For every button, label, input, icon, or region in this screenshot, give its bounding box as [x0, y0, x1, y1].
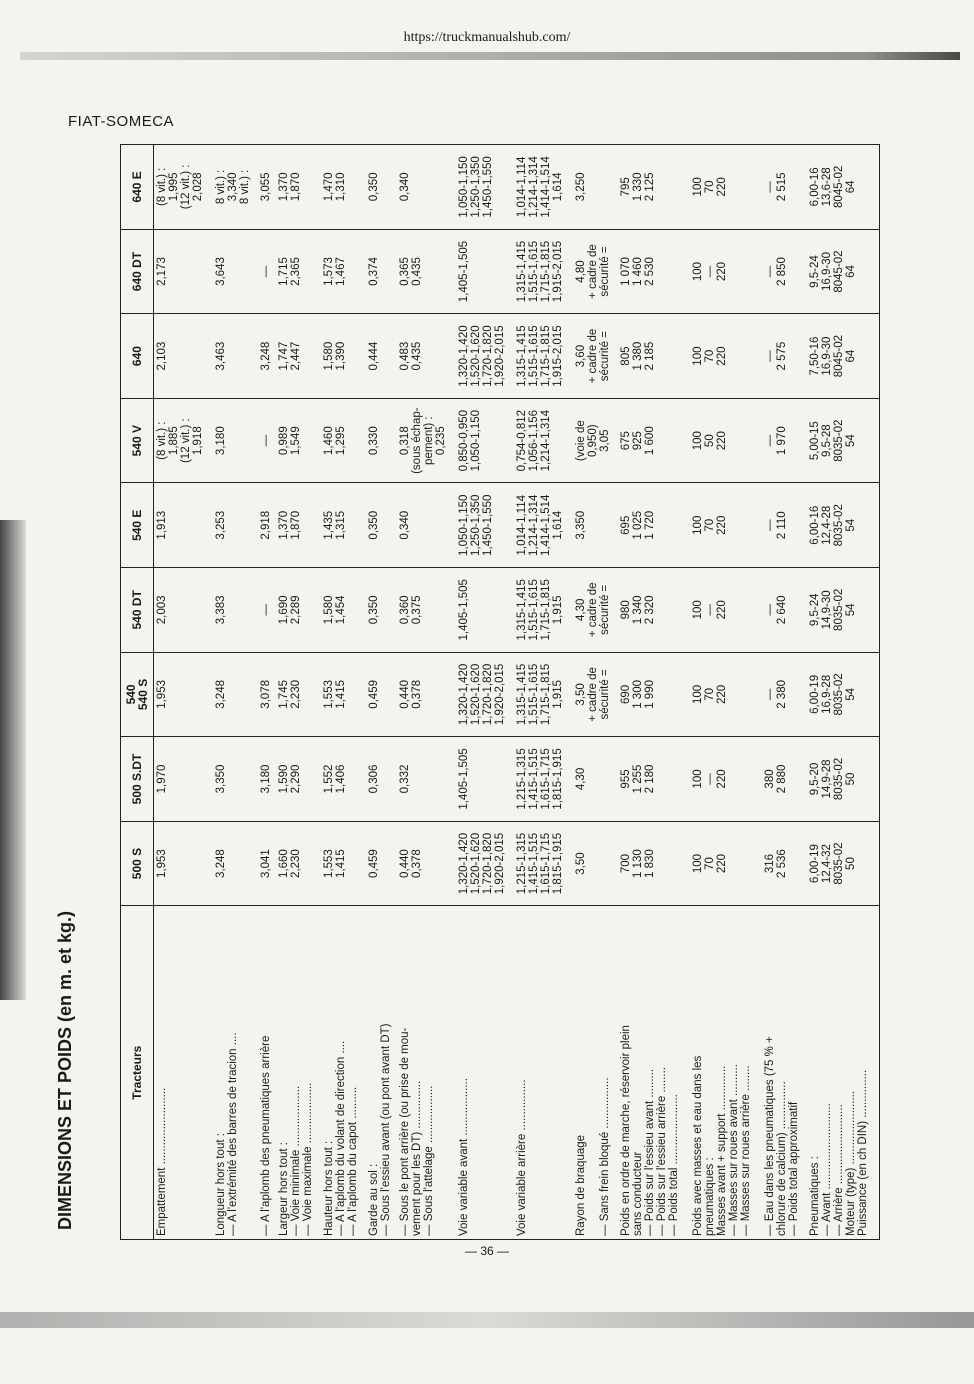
table-cell: 0,350 — [366, 568, 398, 653]
table-cell: 3,248 — [213, 652, 258, 737]
table-cell: 1,050-1,150 1,250-1,350 1,450-1,550 — [456, 483, 515, 568]
table-cell: 100 70 220 — [690, 314, 762, 399]
table-cell: 795 1 330 2 125 — [618, 145, 690, 230]
table-cell: 0,459 — [366, 821, 398, 906]
table-cell: 1,320-1,420 1,520-1,620 1,720-1,820 1,920-2,015 — [456, 314, 515, 399]
table-cell: — 2 380 — [762, 652, 807, 737]
table-cell: 0,440 0,378 — [397, 652, 456, 737]
table-cell: 1,320-1,420 1,520-1,620 1,720-1,820 1,920-2,015 — [456, 652, 515, 737]
table-cell: 3,180 — [213, 398, 258, 483]
table-cell: 0,989 1,549 — [276, 398, 321, 483]
table-cell: 695 1 025 1 720 — [618, 483, 690, 568]
table-row — [397, 145, 456, 1240]
table-cell: 1,315-1,415 1,515-1,615 1,715-1,815 1,915 — [514, 568, 573, 653]
dimensions-table — [120, 144, 880, 1240]
table-cell: 6,00-16 12,4-28 8035-02 54 — [807, 483, 880, 568]
source-url[interactable]: https://truckmanualshub.com/ — [403, 30, 571, 45]
table-cell: 1,014-1,114 1,214-1,314 1,414-1,514 1,614 — [514, 145, 573, 230]
table-cell: 700 1 130 1 830 — [618, 821, 690, 906]
table-cell: 100 — 220 — [690, 737, 762, 822]
table-cell: 100 50 220 — [690, 398, 762, 483]
table-cell: — 2 515 — [762, 145, 807, 230]
header-model: 500 S — [121, 821, 154, 906]
table-cell: 0,374 — [366, 229, 398, 314]
table-cell: 3,50 — [573, 821, 618, 906]
table-cell: (8 vit.) : 1,885 (12 vit.) : 1,918 — [154, 398, 213, 483]
table-cell: 690 1 300 1 990 — [618, 652, 690, 737]
table-cell: 3,055 — [258, 145, 276, 230]
table-cell: 1,580 1,454 — [321, 568, 366, 653]
table-cell: 1,435 1,315 — [321, 483, 366, 568]
table-cell: 100 70 220 — [690, 652, 762, 737]
table-row — [321, 145, 366, 1240]
table-cell: 1,970 — [154, 737, 213, 822]
table-cell: — 2 850 — [762, 229, 807, 314]
table-cell: 1,405-1,505 — [456, 737, 515, 822]
row-label: Poids en ordre de marche, réservoir plein sans conducteur — Poids sur l'essieu avant ......... — Poids sur l'essieu arrière ........ — Poids total ...................... — [618, 906, 690, 1240]
table-cell: 0,350 — [366, 483, 398, 568]
table-cell: 1,405-1,505 — [456, 568, 515, 653]
table-cell: 0,350 — [366, 145, 398, 230]
table-cell: 1,470 1,310 — [321, 145, 366, 230]
scan-edge-top — [20, 52, 960, 60]
table-cell: 1,315-1,415 1,515-1,615 1,715-1,815 1,915-2,015 — [514, 314, 573, 399]
table-cell: 0,340 — [397, 145, 456, 230]
row-label: — A l'aplomb des pneumatiques arrière — [258, 906, 276, 1240]
page-number: — 36 — — [464, 1244, 509, 1258]
header-model: 540 E — [121, 483, 154, 568]
table-row — [690, 145, 762, 1240]
table-cell: 0,330 — [366, 398, 398, 483]
table-cell: 100 70 220 — [690, 821, 762, 906]
table-cell: 100 70 220 — [690, 483, 762, 568]
header-model: 640 E — [121, 145, 154, 230]
table-cell: — — [258, 398, 276, 483]
table-cell: 1,745 2,230 — [276, 652, 321, 737]
table-cell: 0,318 (sous échap- pement) : 0,235 — [397, 398, 456, 483]
table-cell: 3,253 — [213, 483, 258, 568]
table-row — [762, 145, 807, 1240]
table-cell: 0,444 — [366, 314, 398, 399]
header-model: 640 DT — [121, 229, 154, 314]
table-row — [366, 145, 398, 1240]
row-label: Garde au sol : — Sous l'essieu avant (ou pont avant DT) — [366, 906, 398, 1240]
table-cell: 2,918 — [258, 483, 276, 568]
table-cell: 2,003 — [154, 568, 213, 653]
table-cell: 805 1 380 2 185 — [618, 314, 690, 399]
table-cell: 2,173 — [154, 229, 213, 314]
table-cell: 316 2 536 — [762, 821, 807, 906]
table-cell: 1,215-1,315 1,415-1,515 1,615-1,715 1,815-1,915 — [514, 737, 573, 822]
table-cell: 1,553 1,415 — [321, 652, 366, 737]
row-label: Voie variable avant .................. — [456, 906, 515, 1240]
table-cell: 0,360 0,375 — [397, 568, 456, 653]
table-cell: 980 1 340 2 320 — [618, 568, 690, 653]
table-cell: 1,552 1,406 — [321, 737, 366, 822]
table-cell: 4,30 + cadre de sécurité = — [573, 568, 618, 653]
table-cell: 1,953 — [154, 652, 213, 737]
table-cell: 6,00-16 13,6-28 8045-02 64 — [807, 145, 880, 230]
row-label: Empattement ........................ — [154, 906, 213, 1240]
table-cell: — 2 640 — [762, 568, 807, 653]
table-cell: 1,913 — [154, 483, 213, 568]
table-cell: 3,383 — [213, 568, 258, 653]
table-cell: 0,340 — [397, 483, 456, 568]
table-cell: 1,370 1,870 — [276, 483, 321, 568]
scan-edge-left — [0, 520, 26, 1000]
row-label: Pneumatiques : — Avant ........................... — Arrière ......................... Moteur (type) ....................... Puissance (en ch DIN) ............... — [807, 906, 880, 1240]
table-cell: 3,463 — [213, 314, 258, 399]
brand-heading: FIAT-SOMECA — [68, 113, 175, 130]
table-cell: 0,483 0,435 — [397, 314, 456, 399]
table-cell: 3,180 — [258, 737, 276, 822]
header-model: 500 S.DT — [121, 737, 154, 822]
table-row — [807, 145, 880, 1240]
table-cell: 1,050-1,150 1,250-1,350 1,450-1,550 — [456, 145, 515, 230]
table-cell: — 1 970 — [762, 398, 807, 483]
table-cell: 100 — 220 — [690, 568, 762, 653]
table-cell: 0,306 — [366, 737, 398, 822]
table-cell: 1,460 1,295 — [321, 398, 366, 483]
table-cell: 2,103 — [154, 314, 213, 399]
header-tracteurs: Tracteurs — [121, 906, 154, 1240]
table-cell: 1,660 2,230 — [276, 821, 321, 906]
row-label: — Sous le pont arrière (ou prise de mou- vement pour les DT) ............... — Sous l'attelage .................. — [397, 906, 456, 1240]
table-cell: 1 070 1 460 2 530 — [618, 229, 690, 314]
table-header-row — [121, 145, 154, 1240]
row-label: Hauteur hors tout : — A l'aplomb du volant de direction .... — A l'aplomb du capot .......... — [321, 906, 366, 1240]
header-model: 540 DT — [121, 568, 154, 653]
table-cell: 0,332 — [397, 737, 456, 822]
row-label: Voie variable arrière ................ — [514, 906, 573, 1240]
table-cell: 675 925 1 600 — [618, 398, 690, 483]
table-cell: 8 vit.) : 3,340 8 vit.) : — [213, 145, 258, 230]
table-cell: 3,350 — [573, 483, 618, 568]
table-cell: 1,320-1,420 1,520-1,620 1,720-1,820 1,920-2,015 — [456, 821, 515, 906]
table-row — [456, 145, 515, 1240]
table-cell: 1,553 1,415 — [321, 821, 366, 906]
table-cell: 0,459 — [366, 652, 398, 737]
table-cell: — 2 110 — [762, 483, 807, 568]
table-cell: 3,078 — [258, 652, 276, 737]
table-cell: 100 70 220 — [690, 145, 762, 230]
table-cell: 3,60 + cadre de sécurité = — [573, 314, 618, 399]
table-row — [618, 145, 690, 1240]
table-cell: 1,715 2,365 — [276, 229, 321, 314]
table-cell: 0,365 0,435 — [397, 229, 456, 314]
table-cell: 3,248 — [213, 821, 258, 906]
table-cell: — — [258, 229, 276, 314]
table-row — [154, 145, 213, 1240]
table-cell: 3,50 + cadre de sécurité = — [573, 652, 618, 737]
table-cell: 9,5-24 16,9-30 8045-02 64 — [807, 229, 880, 314]
table-cell: 6,00-19 12,4-32 8035-02 50 — [807, 821, 880, 906]
rotated-table-container — [120, 144, 880, 1240]
table-title: DIMENSIONS ET POIDS (en m. et kg.) — [55, 910, 75, 1230]
header-model: 540 540 S — [121, 652, 154, 737]
table-cell: 1,315-1,415 1,515-1,615 1,715-1,815 1,915 — [514, 652, 573, 737]
table-cell: — — [258, 568, 276, 653]
header-model: 640 — [121, 314, 154, 399]
header-model: 540 V — [121, 398, 154, 483]
table-cell: 1,405-1,505 — [456, 229, 515, 314]
table-cell: 1,215-1,315 1,415-1,515 1,615-1,715 1,815-1,915 — [514, 821, 573, 906]
table-cell: 4,30 — [573, 737, 618, 822]
table-cell: (voie de 0,950) 3,05 — [573, 398, 618, 483]
table-body — [154, 145, 880, 1240]
table-cell: 1,953 — [154, 821, 213, 906]
table-cell: 5,00-15 9,5-28 8035-02 54 — [807, 398, 880, 483]
table-cell: 955 1 255 2 180 — [618, 737, 690, 822]
row-label: Poids avec masses et eau dans les pneumatiques : Masses avant + support .............. — Masses sur roues avant .......... — Masses sur roues arrière ........ — [690, 906, 762, 1240]
table-cell: 3,643 — [213, 229, 258, 314]
table-row — [573, 145, 618, 1240]
table-cell: 100 — 220 — [690, 229, 762, 314]
table-cell: 3,041 — [258, 821, 276, 906]
table-row — [276, 145, 321, 1240]
table-cell: 0,850-0,950 1,050-1,150 — [456, 398, 515, 483]
table-cell: (8 vit.) : 1,995 (12 vit.) : 2,028 — [154, 145, 213, 230]
scan-edge-bottom — [0, 1312, 974, 1328]
table-cell: 3,248 — [258, 314, 276, 399]
table-cell: 1,370 1,870 — [276, 145, 321, 230]
table-cell: 1,573 1,467 — [321, 229, 366, 314]
table-cell: 4,80 + cadre de sécurité = — [573, 229, 618, 314]
table-cell: 7,50-16 16,9-30 8045-02 64 — [807, 314, 880, 399]
table-cell: 0,440 0,378 — [397, 821, 456, 906]
table-cell: 1,747 2,447 — [276, 314, 321, 399]
table-row — [514, 145, 573, 1240]
table-cell: 1,690 2,289 — [276, 568, 321, 653]
table-cell: 3,350 — [213, 737, 258, 822]
row-label: Largeur hors tout : — Voie minimale ................... — Voie maximale ................... — [276, 906, 321, 1240]
table-cell: 6,00-19 16,9-28 8035-02 54 — [807, 652, 880, 737]
table-cell: 1,590 2,290 — [276, 737, 321, 822]
table-cell: — 2 575 — [762, 314, 807, 399]
table-row — [213, 145, 258, 1240]
table-cell: 9,5-24 14,9-30 8035-02 54 — [807, 568, 880, 653]
table-cell: 1,014-1,114 1,214-1,314 1,414-1,514 1,614 — [514, 483, 573, 568]
row-label: Longueur hors tout : — A l'extrémité des barres de tracion .... — [213, 906, 258, 1240]
table-row — [258, 145, 276, 1240]
table-cell: 1,315-1,415 1,515-1,615 1,715-1,815 1,915-2,015 — [514, 229, 573, 314]
table-cell: 3,250 — [573, 145, 618, 230]
row-label: — Eau dans les pneumatiques (75 % + chlorure de calcium) ............... — Poids total approximatif — [762, 906, 807, 1240]
table-cell: 380 2 880 — [762, 737, 807, 822]
table-cell: 0,754-0,812 1,056-1,156 1,214-1,314 — [514, 398, 573, 483]
row-label: Rayon de braquage — Sans frein bloqué ................ — [573, 906, 618, 1240]
table-cell: 9,5-20 14,9-28 8035-02 50 — [807, 737, 880, 822]
table-cell: 1,580 1,390 — [321, 314, 366, 399]
